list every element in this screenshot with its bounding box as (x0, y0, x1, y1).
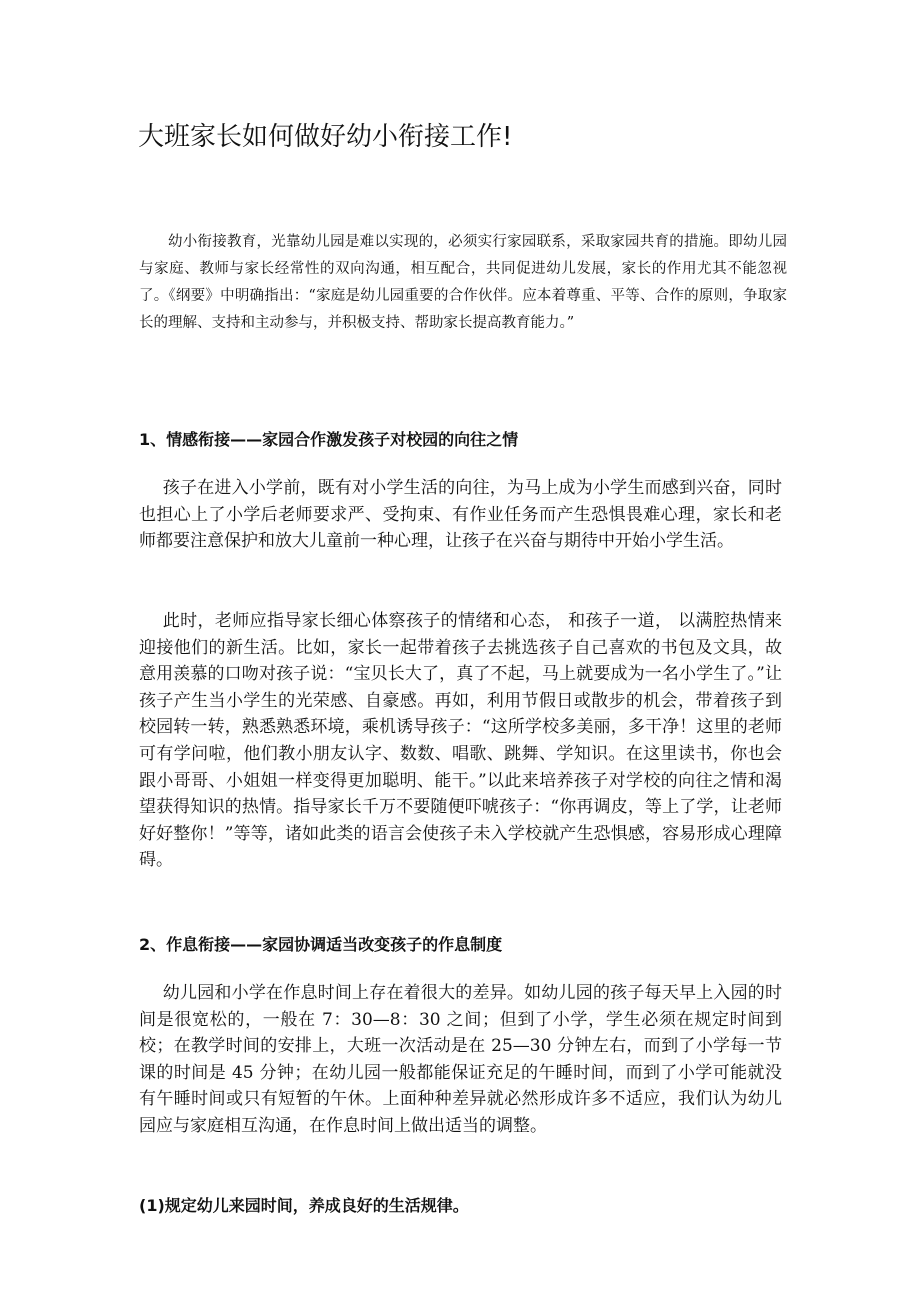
section-heading-schedule-transition: 2、作息衔接——家园协调适当改变孩子的作息制度 (139, 935, 503, 954)
document-title: 大班家长如何做好幼小衔接工作! (138, 122, 513, 152)
section-paragraph: 此时，老师应指导家长细心体察孩子的情绪和心态， 和孩子一道， 以满腔热情来迎接他们的新生活。比如，家长一起带着孩子去挑选孩子自己喜欢的书包及文具，故意用羡慕的口吻对孩子说：“宝贝长大了，真了不起，马上就要成为一名小学生了。”让孩子产生当小学生的光荣感、自豪感。再如，利用节假日或散步的机会，带着孩子到校园转一转，熟悉熟悉环境，乘机诱导孩子：“这所学校多美丽，多干净！这里的老师可有学问啦，他们教小朋友认字、数数、唱歌、跳舞、学知识。在这里读书，你也会跟小哥哥、小姐姐一样变得更加聪明、能干。”以此来培养孩子对学校的向往之情和渴望获得知识的热情。指导家长千万不要随便吓唬孩子：“你再调皮，等上了学，让老师好好整你！”等等，诸如此类的语言会使孩子未入学校就产生恐惧感，容易形成心理障碍。 (139, 611, 782, 871)
intro-paragraph: 幼小衔接教育，光靠幼儿园是难以实现的，必须实行家园联系，采取家园共育的措施。即幼儿园与家庭、教师与家长经常性的双向沟通，相互配合，共同促进幼儿发展，家长的作用尤其不能忽视了。《纲要》中明确指出：“家庭是幼儿园重要的合作伙伴。应本着尊重、平等、合作的原则，争取家长的理解、支持和主动参与，并积极支持、帮助家长提高教育能力。” (139, 234, 787, 331)
section-paragraph: 孩子在进入小学前，既有对小学生活的向往，为马上成为小学生而感到兴奋，同时也担心上了小学后老师要求严、受拘束、有作业任务而产生恐惧畏难心理，家长和老师都要注意保护和放大儿童前一种心理，让孩子在兴奋与期待中开始小学生活。 (139, 478, 782, 552)
section-heading-emotional-transition: 1、情感衔接——家园合作激发孩子对校园的向往之情 (139, 430, 519, 449)
subsection-heading-arrival-time: (1)规定幼儿来园时间，养成良好的生活规律。 (139, 1196, 469, 1215)
section-paragraph: 幼儿园和小学在作息时间上存在着很大的差异。如幼儿园的孩子每天早上入园的时间是很宽松的，一般在 7：30—8：30 之间；但到了小学，学生必须在规定时间到校；在教学时间的安排上，大班一次活动是在 25—30 分钟左右，而到了小学每一节课的时间是 45 分钟；在幼儿园一般都能保证充足的午睡时间，而到了小学可能就没有午睡时间或只有短暂的午休。上面种种差异就必然形成许多不适应，我们认为幼儿园应与家庭相互沟通，在作息时间上做出适当的调整。 (139, 983, 782, 1136)
